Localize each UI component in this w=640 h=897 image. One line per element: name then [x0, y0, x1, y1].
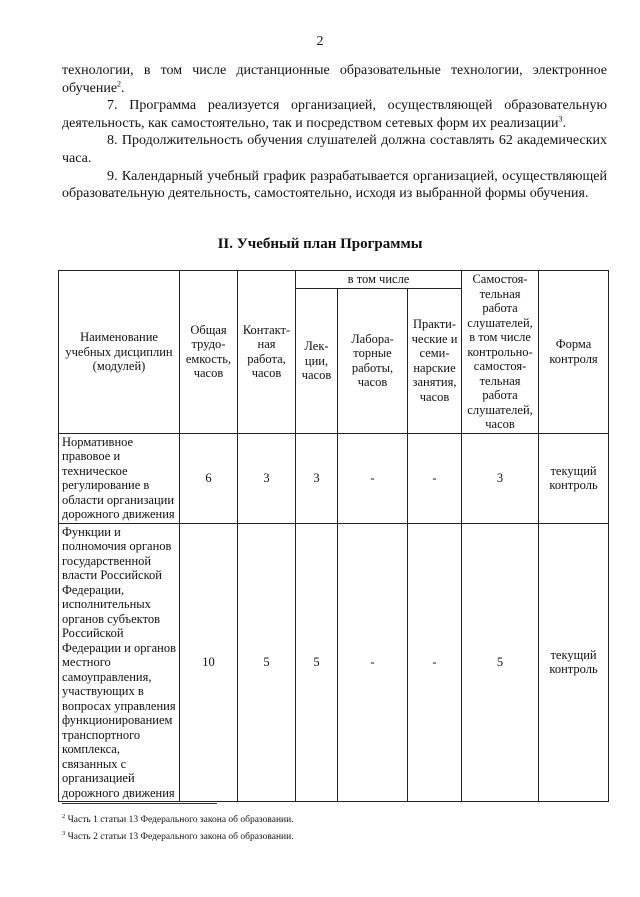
section-title: II. Учебный план Программы — [217, 236, 423, 252]
cell-labs: - — [338, 523, 408, 802]
cell-practice: - — [408, 523, 462, 802]
page-number: 2 — [316, 34, 324, 49]
header-contact: Контакт-ная работа, часов — [238, 271, 296, 434]
footnote-ref: 2 — [117, 78, 122, 88]
cell-control: текущий контроль — [539, 523, 609, 802]
paragraph-7: 7. Программа реализуется организацией, осуществляющей образовательную деятельность, как самостоятельно, так и посредством сетевых форм их реализации$^3$. — [62, 98, 607, 131]
cell-total: 10 — [180, 523, 238, 802]
header-name: Наименование учебных дисциплин (модулей) — [59, 271, 180, 434]
cell-labs: - — [338, 433, 408, 523]
cell-practice: - — [408, 433, 462, 523]
footnote-mark: 2 — [62, 813, 66, 820]
header-practice: Практи-ческие и семи-нарские занятия, часов — [408, 289, 462, 433]
cell-contact: 5 — [238, 523, 296, 802]
paragraph-9: 9. Календарный учебный график разрабатывается организацией, осуществляющей образовательную деятельность, самостоятельно, исходя из выбранной формы обучения. — [62, 168, 607, 202]
footnotes — [62, 810, 294, 844]
header-labs: Лабора-торные работы, часов — [338, 289, 408, 433]
header-control: Форма контроля — [539, 271, 609, 434]
paragraph-6-continuation: технологии, в том числе дистанционные образовательные технологии, электронное обучение$^2$. — [62, 63, 607, 96]
paragraph-text: 7. Программа реализуется организацией, осуществляющей образовательную деятельность, как самостоятельно, так и посредством сетевых форм их реализации — [62, 98, 607, 131]
paragraph-text: технологии, в том числе дистанционные образовательные технологии, электронное обучение — [62, 63, 607, 96]
footnote-ref: 3 — [558, 114, 563, 124]
footnote — [62, 827, 294, 844]
cell-selfwork: 3 — [462, 433, 539, 523]
body-text — [62, 62, 607, 203]
header-selfwork: Самостоя-тельная работа слушателей, в том числе контрольно-самостоя-тельная работа слушателей, часов — [462, 271, 539, 434]
header-including: в том числе — [296, 271, 462, 289]
cell-name: Функции и полномочия органов государственной власти Российской Федерации, исполнительных органов субъектов Российской Федерации и органов местного самоуправления, участвующих в вопросах управления функционированием транспортного комплекса, связанных с организацией дорожного движения — [59, 523, 180, 802]
table-row — [59, 433, 609, 523]
cell-lectures: 3 — [296, 433, 338, 523]
cell-lectures: 5 — [296, 523, 338, 802]
cell-contact: 3 — [238, 433, 296, 523]
footnote-mark: 3 — [62, 830, 66, 838]
curriculum-table — [58, 270, 609, 802]
paragraph-8: 8. Продолжительность обучения слушателей должна составлять 62 академических часа. — [62, 133, 607, 166]
footnote-text: Часть 1 статьи 13 Федерального закона об образовании. — [67, 815, 294, 826]
cell-control: текущий контроль — [539, 433, 609, 523]
footnote — [62, 810, 294, 827]
footnote-divider — [62, 803, 217, 804]
cell-selfwork: 5 — [462, 523, 539, 802]
table-row — [59, 523, 609, 802]
cell-name: Нормативное правовое и техническое регулирование в области организации дорожного движения — [59, 433, 180, 523]
cell-total: 6 — [180, 433, 238, 523]
footnote-text: Часть 2 статьи 13 Федерального закона об образовании. — [67, 832, 294, 843]
header-total: Общая трудо-емкость, часов — [180, 271, 238, 434]
header-lectures: Лек-ции, часов — [296, 289, 338, 433]
